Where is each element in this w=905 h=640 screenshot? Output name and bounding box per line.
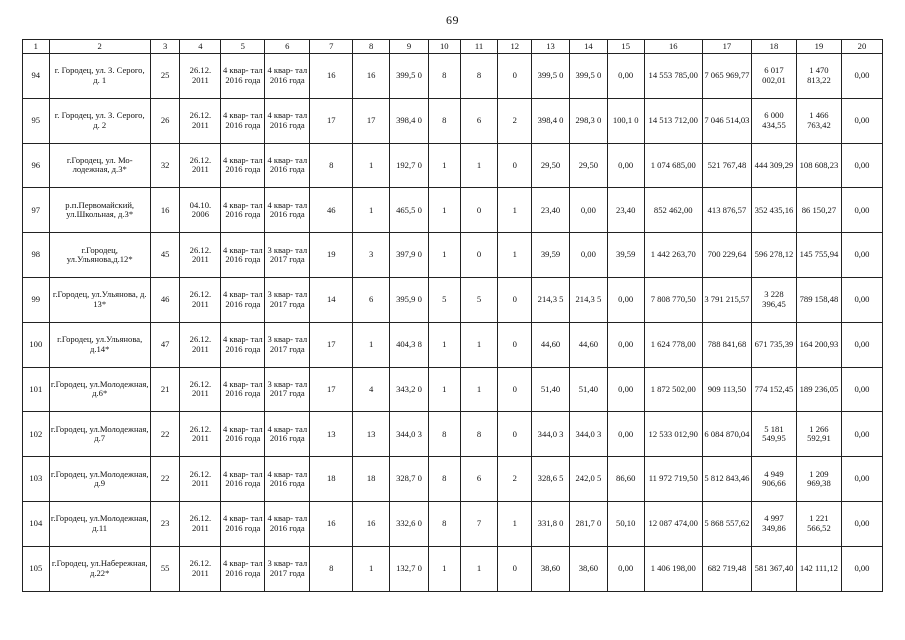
col-16-cell: 7 808 770,50 <box>644 277 702 322</box>
col-7-cell: 13 <box>310 412 353 457</box>
col-17-cell: 7 065 969,77 <box>702 54 751 99</box>
col-16-cell: 1 442 263,70 <box>644 233 702 278</box>
col-11-cell: 7 <box>460 501 498 546</box>
planned-start-cell: 4 квар- тал 2016 года <box>221 143 265 188</box>
column-number: 3 <box>150 40 180 54</box>
col-11-cell: 1 <box>460 322 498 367</box>
house-number-cell: 47 <box>150 322 180 367</box>
column-number: 6 <box>265 40 310 54</box>
planned-start-cell: 4 квар- тал 2016 года <box>221 546 265 591</box>
col-12-cell: 2 <box>498 457 532 502</box>
col-10-cell: 8 <box>428 501 460 546</box>
col-13-cell: 44,60 <box>532 322 570 367</box>
col-9-cell: 344,0 3 <box>390 412 429 457</box>
col-14-cell: 29,50 <box>569 143 607 188</box>
house-number-cell: 26 <box>150 98 180 143</box>
col-19-cell: 1 466 763,42 <box>796 98 841 143</box>
column-number: 8 <box>353 40 390 54</box>
address-cell: р.п.Первомайский, ул.Школьная, д.3* <box>49 188 150 233</box>
col-9-cell: 332,6 0 <box>390 501 429 546</box>
table-row <box>23 412 883 457</box>
col-10-cell: 8 <box>428 457 460 502</box>
col-9-cell: 404,3 8 <box>390 322 429 367</box>
col-13-cell: 328,6 5 <box>532 457 570 502</box>
col-14-cell: 281,7 0 <box>569 501 607 546</box>
address-cell: г.Городец, ул.Ульянова,д.12* <box>49 233 150 278</box>
planned-start-cell: 4 квар- тал 2016 года <box>221 457 265 502</box>
col-11-cell: 0 <box>460 188 498 233</box>
date-cell: 26.12. 2011 <box>180 501 221 546</box>
planned-start-cell: 4 квар- тал 2016 года <box>221 233 265 278</box>
col-7-cell: 18 <box>310 457 353 502</box>
col-19-cell: 1 209 969,38 <box>796 457 841 502</box>
date-cell: 26.12. 2011 <box>180 457 221 502</box>
col-14-cell: 344,0 3 <box>569 412 607 457</box>
col-19-cell: 189 236,05 <box>796 367 841 412</box>
col-16-cell: 12 087 474,00 <box>644 501 702 546</box>
date-cell: 26.12. 2011 <box>180 367 221 412</box>
col-10-cell: 1 <box>428 188 460 233</box>
col-9-cell: 328,7 0 <box>390 457 429 502</box>
planned-end-cell: 4 квар- тал 2016 года <box>265 98 310 143</box>
col-12-cell: 2 <box>498 98 532 143</box>
col-12-cell: 1 <box>498 501 532 546</box>
col-16-cell: 12 533 012,90 <box>644 412 702 457</box>
address-cell: г. Городец, ул. З. Серого, д. 1 <box>49 54 150 99</box>
col-19-cell: 108 608,23 <box>796 143 841 188</box>
col-18-cell: 4 949 906,66 <box>751 457 796 502</box>
address-cell: г.Городец, ул.Молодежная, д.11 <box>49 501 150 546</box>
col-19-cell: 145 755,94 <box>796 233 841 278</box>
col-10-cell: 1 <box>428 322 460 367</box>
house-number-cell: 22 <box>150 412 180 457</box>
col-18-cell: 581 367,40 <box>751 546 796 591</box>
col-13-cell: 214,3 5 <box>532 277 570 322</box>
planned-start-cell: 4 квар- тал 2016 года <box>221 367 265 412</box>
planned-end-cell: 4 квар- тал 2016 года <box>265 143 310 188</box>
address-cell: г. Городец, ул. З. Серого, д. 2 <box>49 98 150 143</box>
planned-end-cell: 4 квар- тал 2016 года <box>265 188 310 233</box>
col-11-cell: 8 <box>460 54 498 99</box>
planned-end-cell: 3 квар- тал 2017 года <box>265 233 310 278</box>
col-10-cell: 1 <box>428 233 460 278</box>
col-14-cell: 38,60 <box>569 546 607 591</box>
col-17-cell: 413 876,57 <box>702 188 751 233</box>
col-7-cell: 8 <box>310 143 353 188</box>
column-number: 15 <box>607 40 644 54</box>
col-15-cell: 0,00 <box>607 277 644 322</box>
col-16-cell: 1 074 685,00 <box>644 143 702 188</box>
col-17-cell: 5 812 843,46 <box>702 457 751 502</box>
col-19-cell: 789 158,48 <box>796 277 841 322</box>
col-16-cell: 1 872 502,00 <box>644 367 702 412</box>
date-cell: 26.12. 2011 <box>180 322 221 367</box>
col-14-cell: 44,60 <box>569 322 607 367</box>
col-13-cell: 398,4 0 <box>532 98 570 143</box>
col-8-cell: 13 <box>353 412 390 457</box>
column-number: 9 <box>390 40 429 54</box>
col-12-cell: 0 <box>498 54 532 99</box>
col-20-cell: 0,00 <box>841 322 882 367</box>
column-number: 4 <box>180 40 221 54</box>
col-13-cell: 23,40 <box>532 188 570 233</box>
col-18-cell: 6 017 002,01 <box>751 54 796 99</box>
planned-end-cell: 4 квар- тал 2016 года <box>265 54 310 99</box>
col-17-cell: 700 229,64 <box>702 233 751 278</box>
column-number: 19 <box>796 40 841 54</box>
col-18-cell: 444 309,29 <box>751 143 796 188</box>
column-number: 13 <box>532 40 570 54</box>
col-20-cell: 0,00 <box>841 412 882 457</box>
col-11-cell: 1 <box>460 367 498 412</box>
house-number-cell: 16 <box>150 188 180 233</box>
col-8-cell: 1 <box>353 143 390 188</box>
col-20-cell: 0,00 <box>841 546 882 591</box>
col-18-cell: 774 152,45 <box>751 367 796 412</box>
col-13-cell: 39,59 <box>532 233 570 278</box>
col-18-cell: 6 000 434,55 <box>751 98 796 143</box>
col-14-cell: 214,3 5 <box>569 277 607 322</box>
col-18-cell: 596 278,12 <box>751 233 796 278</box>
col-9-cell: 397,9 0 <box>390 233 429 278</box>
col-17-cell: 6 084 870,04 <box>702 412 751 457</box>
col-9-cell: 192,7 0 <box>390 143 429 188</box>
row-number-cell: 96 <box>23 143 50 188</box>
address-cell: г.Городец, ул.Ульянова, д.14* <box>49 322 150 367</box>
address-cell: г.Городец, ул.Ульянова, д. 13* <box>49 277 150 322</box>
col-8-cell: 16 <box>353 501 390 546</box>
row-number-cell: 105 <box>23 546 50 591</box>
house-number-cell: 23 <box>150 501 180 546</box>
col-15-cell: 0,00 <box>607 54 644 99</box>
col-9-cell: 343,2 0 <box>390 367 429 412</box>
col-13-cell: 51,40 <box>532 367 570 412</box>
col-19-cell: 164 200,93 <box>796 322 841 367</box>
column-number: 2 <box>49 40 150 54</box>
col-14-cell: 399,5 0 <box>569 54 607 99</box>
col-7-cell: 17 <box>310 367 353 412</box>
col-11-cell: 8 <box>460 412 498 457</box>
col-17-cell: 788 841,68 <box>702 322 751 367</box>
col-12-cell: 0 <box>498 322 532 367</box>
col-20-cell: 0,00 <box>841 98 882 143</box>
planned-start-cell: 4 квар- тал 2016 года <box>221 98 265 143</box>
date-cell: 04.10. 2006 <box>180 188 221 233</box>
date-cell: 26.12. 2011 <box>180 233 221 278</box>
col-19-cell: 142 111,12 <box>796 546 841 591</box>
planned-start-cell: 4 квар- тал 2016 года <box>221 188 265 233</box>
planned-end-cell: 3 квар- тал 2017 года <box>265 546 310 591</box>
col-20-cell: 0,00 <box>841 457 882 502</box>
planned-start-cell: 4 квар- тал 2016 года <box>221 277 265 322</box>
table-row <box>23 457 883 502</box>
col-11-cell: 1 <box>460 143 498 188</box>
col-16-cell: 14 513 712,00 <box>644 98 702 143</box>
table-row <box>23 54 883 99</box>
column-number: 18 <box>751 40 796 54</box>
col-14-cell: 298,3 0 <box>569 98 607 143</box>
col-8-cell: 17 <box>353 98 390 143</box>
planned-end-cell: 4 квар- тал 2016 года <box>265 457 310 502</box>
date-cell: 26.12. 2011 <box>180 546 221 591</box>
data-table <box>22 39 883 592</box>
column-number: 14 <box>569 40 607 54</box>
planned-end-cell: 3 квар- тал 2017 года <box>265 367 310 412</box>
col-12-cell: 0 <box>498 367 532 412</box>
col-14-cell: 0,00 <box>569 233 607 278</box>
col-20-cell: 0,00 <box>841 54 882 99</box>
col-10-cell: 1 <box>428 546 460 591</box>
col-13-cell: 331,8 0 <box>532 501 570 546</box>
planned-end-cell: 4 квар- тал 2016 года <box>265 412 310 457</box>
col-8-cell: 1 <box>353 546 390 591</box>
planned-end-cell: 3 квар- тал 2017 года <box>265 277 310 322</box>
col-12-cell: 1 <box>498 233 532 278</box>
col-7-cell: 17 <box>310 98 353 143</box>
column-number: 7 <box>310 40 353 54</box>
column-number-row <box>23 40 883 54</box>
col-10-cell: 8 <box>428 412 460 457</box>
col-7-cell: 14 <box>310 277 353 322</box>
col-13-cell: 29,50 <box>532 143 570 188</box>
column-number: 12 <box>498 40 532 54</box>
table-row <box>23 98 883 143</box>
table-row <box>23 277 883 322</box>
col-20-cell: 0,00 <box>841 143 882 188</box>
col-12-cell: 0 <box>498 277 532 322</box>
planned-start-cell: 4 квар- тал 2016 года <box>221 322 265 367</box>
column-number: 11 <box>460 40 498 54</box>
col-9-cell: 395,9 0 <box>390 277 429 322</box>
col-7-cell: 46 <box>310 188 353 233</box>
planned-end-cell: 3 квар- тал 2017 года <box>265 322 310 367</box>
house-number-cell: 22 <box>150 457 180 502</box>
col-9-cell: 132,7 0 <box>390 546 429 591</box>
row-number-cell: 102 <box>23 412 50 457</box>
col-12-cell: 0 <box>498 546 532 591</box>
address-cell: г.Городец, ул. Мо- лодежная, д.3* <box>49 143 150 188</box>
page-number: 69 <box>446 13 459 27</box>
col-15-cell: 39,59 <box>607 233 644 278</box>
col-20-cell: 0,00 <box>841 233 882 278</box>
row-number-cell: 97 <box>23 188 50 233</box>
planned-end-cell: 4 квар- тал 2016 года <box>265 501 310 546</box>
col-8-cell: 3 <box>353 233 390 278</box>
col-10-cell: 1 <box>428 143 460 188</box>
col-12-cell: 1 <box>498 188 532 233</box>
col-7-cell: 16 <box>310 501 353 546</box>
table-row <box>23 188 883 233</box>
col-13-cell: 38,60 <box>532 546 570 591</box>
col-20-cell: 0,00 <box>841 367 882 412</box>
col-9-cell: 399,5 0 <box>390 54 429 99</box>
col-9-cell: 398,4 0 <box>390 98 429 143</box>
col-8-cell: 18 <box>353 457 390 502</box>
house-number-cell: 45 <box>150 233 180 278</box>
col-20-cell: 0,00 <box>841 188 882 233</box>
col-8-cell: 6 <box>353 277 390 322</box>
col-10-cell: 5 <box>428 277 460 322</box>
row-number-cell: 94 <box>23 54 50 99</box>
col-18-cell: 352 435,16 <box>751 188 796 233</box>
house-number-cell: 21 <box>150 367 180 412</box>
col-20-cell: 0,00 <box>841 277 882 322</box>
row-number-cell: 103 <box>23 457 50 502</box>
row-number-cell: 101 <box>23 367 50 412</box>
house-number-cell: 25 <box>150 54 180 99</box>
table-row <box>23 367 883 412</box>
table-row <box>23 546 883 591</box>
address-cell: г.Городец, ул.Молодежная, д.9 <box>49 457 150 502</box>
row-number-cell: 100 <box>23 322 50 367</box>
col-7-cell: 16 <box>310 54 353 99</box>
col-9-cell: 465,5 0 <box>390 188 429 233</box>
col-7-cell: 17 <box>310 322 353 367</box>
date-cell: 26.12. 2011 <box>180 98 221 143</box>
column-number: 20 <box>841 40 882 54</box>
col-16-cell: 1 624 778,00 <box>644 322 702 367</box>
col-18-cell: 4 997 349,86 <box>751 501 796 546</box>
col-10-cell: 1 <box>428 367 460 412</box>
col-14-cell: 51,40 <box>569 367 607 412</box>
col-15-cell: 100,1 0 <box>607 98 644 143</box>
col-19-cell: 1 266 592,91 <box>796 412 841 457</box>
col-11-cell: 6 <box>460 457 498 502</box>
col-12-cell: 0 <box>498 412 532 457</box>
planned-start-cell: 4 квар- тал 2016 года <box>221 54 265 99</box>
col-15-cell: 0,00 <box>607 367 644 412</box>
col-12-cell: 0 <box>498 143 532 188</box>
col-10-cell: 8 <box>428 98 460 143</box>
date-cell: 26.12. 2011 <box>180 54 221 99</box>
col-15-cell: 50,10 <box>607 501 644 546</box>
col-18-cell: 671 735,39 <box>751 322 796 367</box>
address-cell: г.Городец, ул.Набережная, д.22* <box>49 546 150 591</box>
planned-start-cell: 4 квар- тал 2016 года <box>221 412 265 457</box>
planned-start-cell: 4 квар- тал 2016 года <box>221 501 265 546</box>
col-17-cell: 3 791 215,57 <box>702 277 751 322</box>
col-17-cell: 521 767,48 <box>702 143 751 188</box>
table-row <box>23 501 883 546</box>
row-number-cell: 104 <box>23 501 50 546</box>
col-11-cell: 6 <box>460 98 498 143</box>
column-number: 16 <box>644 40 702 54</box>
col-7-cell: 8 <box>310 546 353 591</box>
row-number-cell: 98 <box>23 233 50 278</box>
col-19-cell: 1 221 566,52 <box>796 501 841 546</box>
col-14-cell: 242,0 5 <box>569 457 607 502</box>
column-number: 17 <box>702 40 751 54</box>
col-8-cell: 4 <box>353 367 390 412</box>
col-18-cell: 3 228 396,45 <box>751 277 796 322</box>
col-17-cell: 5 868 557,62 <box>702 501 751 546</box>
col-16-cell: 11 972 719,50 <box>644 457 702 502</box>
col-8-cell: 16 <box>353 54 390 99</box>
row-number-cell: 99 <box>23 277 50 322</box>
col-13-cell: 399,5 0 <box>532 54 570 99</box>
col-19-cell: 1 470 813,22 <box>796 54 841 99</box>
col-17-cell: 682 719,48 <box>702 546 751 591</box>
col-15-cell: 0,00 <box>607 322 644 367</box>
table-row <box>23 143 883 188</box>
address-cell: г.Городец, ул.Молодежная, д.6* <box>49 367 150 412</box>
house-number-cell: 46 <box>150 277 180 322</box>
date-cell: 26.12. 2011 <box>180 277 221 322</box>
row-number-cell: 95 <box>23 98 50 143</box>
col-17-cell: 7 046 514,03 <box>702 98 751 143</box>
column-number: 10 <box>428 40 460 54</box>
column-number: 1 <box>23 40 50 54</box>
col-14-cell: 0,00 <box>569 188 607 233</box>
col-15-cell: 0,00 <box>607 546 644 591</box>
col-16-cell: 14 553 785,00 <box>644 54 702 99</box>
date-cell: 26.12. 2011 <box>180 412 221 457</box>
col-17-cell: 909 113,50 <box>702 367 751 412</box>
house-number-cell: 32 <box>150 143 180 188</box>
table-row <box>23 322 883 367</box>
col-16-cell: 1 406 198,00 <box>644 546 702 591</box>
table-row <box>23 233 883 278</box>
column-number: 5 <box>221 40 265 54</box>
col-11-cell: 5 <box>460 277 498 322</box>
col-13-cell: 344,0 3 <box>532 412 570 457</box>
address-cell: г.Городец, ул.Молодежная, д.7 <box>49 412 150 457</box>
col-8-cell: 1 <box>353 188 390 233</box>
date-cell: 26.12. 2011 <box>180 143 221 188</box>
col-10-cell: 8 <box>428 54 460 99</box>
col-11-cell: 0 <box>460 233 498 278</box>
house-number-cell: 55 <box>150 546 180 591</box>
col-11-cell: 1 <box>460 546 498 591</box>
col-8-cell: 1 <box>353 322 390 367</box>
col-15-cell: 86,60 <box>607 457 644 502</box>
col-19-cell: 86 150,27 <box>796 188 841 233</box>
col-18-cell: 5 181 549,95 <box>751 412 796 457</box>
col-15-cell: 23,40 <box>607 188 644 233</box>
col-7-cell: 19 <box>310 233 353 278</box>
col-20-cell: 0,00 <box>841 501 882 546</box>
col-16-cell: 852 462,00 <box>644 188 702 233</box>
col-15-cell: 0,00 <box>607 143 644 188</box>
col-15-cell: 0,00 <box>607 412 644 457</box>
